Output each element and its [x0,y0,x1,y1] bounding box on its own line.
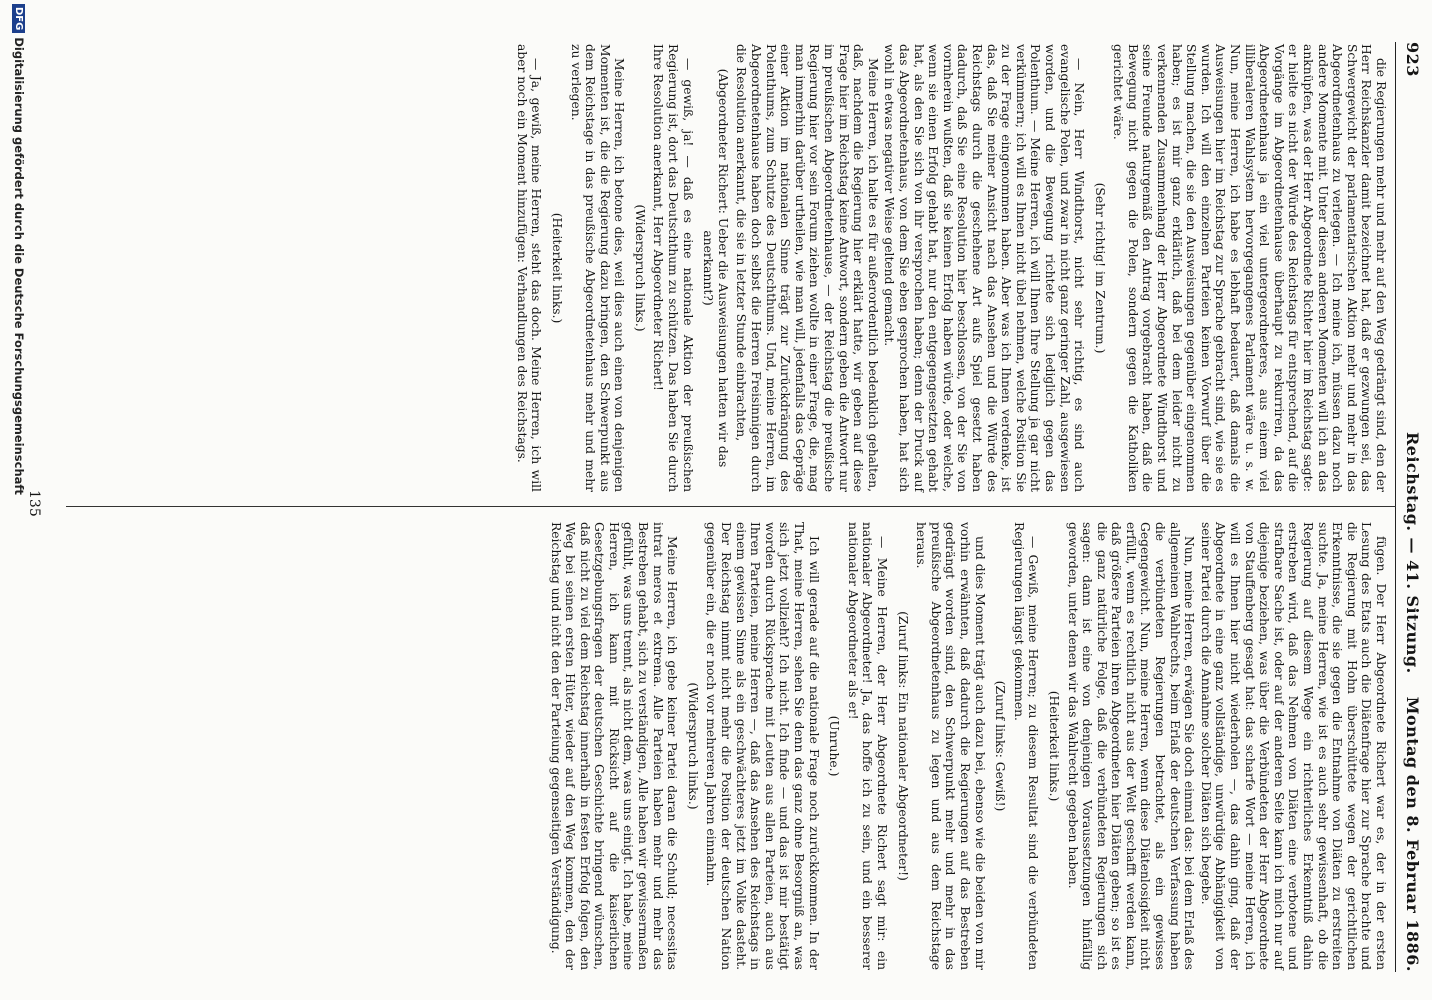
speech-paragraph: — gewiß, ja! — daß es eine nationale Aktion der preußischen Regierung ist, dort das Deutschthum zu schützen. Das haben Sie durch Ihre Resolution anerkannt, Herr Abgeordneter Richert! [651,44,695,492]
interjection-remark: (Heiterkeit links.) [549,212,564,324]
interjection-remark: (Abgeordneter Richert: Ueber die Ausweisungen hatten wir das anerkannt?) [701,68,730,468]
left-column [512,44,1388,492]
column-divider [66,506,1396,507]
digitization-footer [12,4,26,704]
interjection-remark: (Zuruf links: Gewiß!) [993,680,1008,812]
session-date: Montag den 8. Februar 1886. [1403,696,1422,972]
page-header [1398,42,1422,972]
speech-paragraph: — Ja, gewiß, meine Herren, steht das doch. Meine Herren, ich will aber noch ein Moment hinzufügen: Verhandlungen des Reichstags. [514,44,544,492]
speech-paragraph: Meine Herren, ich betone dies, weil dies auch einen von denjenigen Momenten ist, die die Regierung dazu bringen, den Schwerpunkt aus dem Reichstage in das preußische Abgeordnetenhaus mehr und mehr zu verlegen. [568,44,627,492]
header-rule [1395,42,1396,972]
speech-paragraph: und dies Moment trägt auch dazu bei, ebenso wie die beiden von mir vorhin erwähnten, daß dadurch die Regierungen auf das Bestreben gedrängt worden sind, den Schwerpunkt mehr und mehr in das preußische Abgeordnetenhaus zu legen und aus dem Reichstage heraus. [914,522,987,970]
dfg-logo: DFG [12,4,25,33]
footer-text: Digitalisierung gefördert durch die Deutsche Forschungsgemeinschaft [12,37,26,495]
right-column [546,522,1388,970]
interjection-remark: (Widerspruch links.) [685,682,700,810]
sheet-number: 135 [26,490,42,517]
running-title: Reichstag. — 41. Sitzung. [1403,432,1422,674]
speech-paragraph: Meine Herren, ich gebe keiner Partei daran die Schuld; necessitas intrat meros et extrema. Alle Parteien haben mehr und mehr das Bestreben gehabt, sich zu verständigen, Alle haben wir gewissermaßen gefühlt, was uns trennt, als nicht dem, was uns einigt. Ich habe, meine Herren, ich kann mit Rücksicht auf die kaiserlichen Gesetzgebungsfragen der deutschen Geschichte bringend wünschen, daß nicht zu viel dem Reichstag innerhalb in festen Erfolg folgen, den Weg bei seinen ersten Hüter, wieder auf den Weg kommen, den der Reichstag und nicht den der Parteiung gegenseitigen Verständigung. [548,522,680,970]
speech-paragraph: — Gewiß, meine Herren; zu diesem Resultat sind die verbündeten Regierungen längst gekommen. [1011,522,1041,970]
speech-paragraph: Ich will gerade auf die nationale Frage noch zurückkommen. In der That, meine Herren, sehen Sie denn das ganz ohne Besorgniß an, was sich jetzt vollzieht? Ich nicht. Ich finde — und das ist mir bestätigt worden durch Rücksprache mit Leuten aus allen Parteien, auch aus Ihren Parteien, meine Herren —, daß das Ansehen des Reichstags in einem gewissen Sinne als ein geschwächteres jetzt im Volke dasteht. Der Reichstag nimmt nicht mehr die Position der deutschen Nation gegenüber ein, die er noch vor mehreren Jahren einnahm. [704,522,821,970]
interjection-remark: (Unruhe.) [827,715,842,777]
interjection-remark: (Sehr richtig! im Zentrum.) [1092,182,1107,354]
speech-paragraph: Nun, meine Herren, erwägen Sie doch einmal das: bei dem Erlaß des allgemeinen Wahlrechts, beim Erlaß der deutschen Verfassung haben die verbündeten Regierungen betrachtet, als ein gewisses Gegengewicht. Nun, meine Herren, wenn diese Diätenlosigkeit nicht erfüllt, wenn es rechtlich nicht aus der Welt geschafft werden kann, daß größere Parteien ihren Abgeordneten hier Diäten geben; so ist es die ganz natürliche Folge, daß die verbündeten Regierungen sich sagen: dann ist eine von denjenigen Voraussetzungen hinfällig geworden, unter denen wir das Wahlrecht gegeben haben. [1065,522,1197,970]
interjection-remark: (Heiterkeit links.) [1046,690,1061,802]
speech-paragraph: — Meine Herren, der Herr Abgeordnete Richert sagt mir: ein nationaler Abgeordneter! Ja, das hoffe ich zu sein, und ein besserer nationaler Abgeordneter als er! [845,522,889,970]
speech-paragraph: die Regierungen mehr und mehr auf den Weg gedrängt sind, den der Herr Reichskanzler damit bezeichnet hat, daß er gezwungen sei, das Schwergewicht der parlamentarischen Aktion mehr und mehr in das Abgeordnetenhaus zu verlegen. — Ich meine ich, müssen dazu noch andere Momente mit. Unter diesen anderen Momenten will ich an das anknüpfen, was der Herr Abgeordnete Richter hier im Reichstag sagte: er hielte es nicht der Würde des Reichstags für entsprechend, auf die Vorgänge im Abgeordnetenhause überhaupt zu rekurriren, da das Abgeordnetenhaus ja ein viel untergeordneteres, aus einem viel illiberaleren Wahlsystem hervorgegangenes Parlament wäre u. s. w. Nun, meine Herren, ich habe es lebhaft bedauert, daß damals die Ausweisungen hier im Reichstag zur Sprache gebracht sind, wie sie es wurden. Ich will den einzelnen Parteien keinen Vorwurf über die Stellung machen, die sie den Ausweisungen gegenüber eingenommen haben; es ist mir ganz erklärlich, daß bei dem leider nicht zu verkennenden Zusammenhang der Herr Abgeordnete Windthorst und seine Freunde naturgemäß den Antrag vorgebracht haben, daß die Bewegung nicht gegen die Polen, sondern gegen die Katholiken gerichtet wäre. [1111,44,1388,492]
page-number: 923 [1403,42,1422,77]
speech-paragraph: Meine Herren, ich halte es für außerordentlich bedenklich gehalten, daß, nachdem die Regierung hier erklärt hatte, wir geben auf diese Frage hier im Reichstag keine Antwort, sondern geben die Antwort nur im preußischen Abgeordnetenhause, — der Reichstag die preußische Regierung hier vor sein Forum ziehen wollte in einer Frage, die, mag man immerhin darüber urtheilen, wie man will, jedenfalls das Gepräge einer Aktion im nationalen Sinne trägt zur Zurückdrängung des Polenthums, zum Schutze des Deutschthums. Und, meine Herren, im Abgeordnetenhause haben doch selbst die Herren Freisinnigen durch die Resolution anerkannt, die sie in letzter Stunde einbrachten, [734,44,880,492]
interjection-remark: (Widerspruch links.) [632,204,647,332]
speech-paragraph: fügen. Der Herr Abgeordnete Richert war es, der in der ersten Lesung des Etats auch die Diätenfrage hier zur Sprache brachte und die Regierung mit Hohn überschüttete wegen der gerichtlichen Erkenntnisse, die sie gegen die Entnahme von Diäten zu erstreiten suchte. Ja, meine Herren, wie ist es auch sehr gewissenhaft, ob die Regierung auf diesem Wege ein richterliches Erkenntniß dahin erstreben wird, daß das Nehmen von Diäten eine verbotene und strafbare Sache ist, oder auf der anderen Seite kann ich mich nur auf diejenige beziehen, was über die Verbündeten der Herr Abgeordnete von Stauffenberg gesagt hat: das scharfe Wort — meine Herren, ich will es Ihnen hier nicht wiederholen —, das dahin ging, daß der Abgeordnete in eine ganz vollständige, unwürdige Abhängigkeit von seiner Partei durch die Annahme solcher Diäten sich begebe. [1198,522,1388,970]
interjection-remark: (Zuruf links: Ein nationaler Abgeordneter!) [895,611,910,881]
speech-paragraph: — Nein, Herr Windthorst, nicht sehr richtig, es sind auch evangelische Polen, und zwar in nicht ganz geringer Zahl, ausgewiesen worden, und die Bewegung richtete sich lediglich gegen das Polenthum. — Meine Herren, ich will Ihnen Ihre Stellung ja gar nicht verkümmern; ich will es Ihnen nicht übel nehmen, welche Position Sie zu der Frage eingenommen haben. Aber was ich Ihnen verdenke, ist das, daß Sie meiner Ansicht nach das Ansehen und die Würde des Reichstags durch die geschehene Art aufs Spiel gesetzt haben dadurch, daß Sie eine Resolution hier beschlossen, von der Sie von vornherein wußten, daß sie keinen Erfolg haben würde, oder welche, wenn sie einen Erfolg gehabt hat, nur den entgegengesetzten gehabt hat, als den Sie sich von ihr versprochen haben; denn der Druck auf das Abgeordnetenhaus, von dem Sie eben gesprochen haben, hat sich wohl in etwas negativer Weise geltend gemacht. [882,44,1087,492]
